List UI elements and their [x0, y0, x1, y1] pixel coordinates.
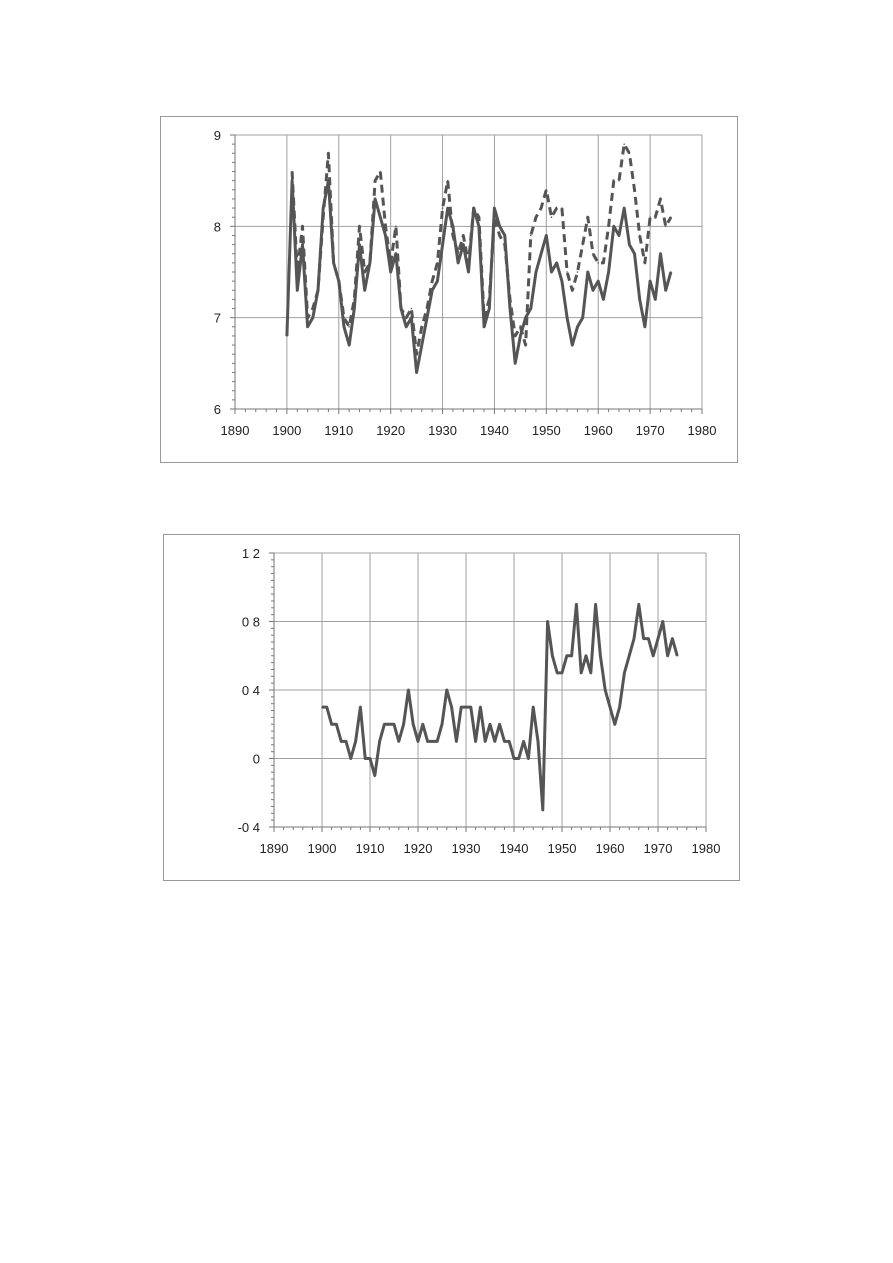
top-dashed-point-1951	[551, 216, 553, 218]
top-solid-point-1969	[644, 326, 646, 328]
bottom-solid-point-1946	[542, 809, 544, 811]
bottom-solid-point-1947	[547, 621, 549, 623]
top-solid-point-1903	[302, 244, 304, 246]
top-solid-point-1925	[416, 372, 418, 374]
top-dashed-point-1926	[421, 326, 423, 328]
bottom-solid-point-1919	[412, 723, 414, 725]
bottom-solid-point-1921	[422, 723, 424, 725]
top-solid-point-1900	[286, 335, 288, 337]
bottom-xtick-label-1890: 1890	[259, 841, 289, 856]
top-solid-point-1917	[374, 198, 376, 200]
bottom-solid-point-1900	[321, 706, 323, 708]
bottom-solid-point-1934	[484, 741, 486, 743]
top-dashed-point-1966	[629, 152, 631, 154]
top-solid-point-1918	[379, 216, 381, 218]
top-dashed-point-1919	[385, 226, 387, 228]
top-solid-point-1902	[296, 289, 298, 291]
top-solid-point-1967	[634, 253, 636, 255]
bottom-solid-point-1929	[460, 706, 462, 708]
bottom-xtick-label-1910: 1910	[355, 841, 385, 856]
top-dashed-point-1930	[442, 207, 444, 209]
bottom-solid-point-1941	[518, 758, 520, 760]
top-dashed-point-1956	[577, 271, 579, 273]
top-dashed-point-1902	[296, 271, 298, 273]
top-dashed-point-1904	[307, 317, 309, 319]
bottom-xtick-label-1970: 1970	[643, 841, 673, 856]
bottom-solid-point-1950	[561, 672, 563, 674]
top-dashed-point-1963	[613, 180, 615, 182]
top-dashed-point-1910	[338, 280, 340, 282]
top-dashed-point-1925	[416, 353, 418, 355]
top-dashed-point-1954	[566, 271, 568, 273]
top-xtick-label-1980: 1980	[687, 423, 717, 438]
bottom-solid-point-1973	[672, 638, 674, 640]
top-dashed-point-1907	[322, 216, 324, 218]
top-solid-point-1948	[535, 271, 537, 273]
top-solid-point-1935	[468, 271, 470, 273]
top-solid-point-1907	[322, 207, 324, 209]
top-dashed-point-1964	[618, 180, 620, 182]
top-solid-point-1904	[307, 326, 309, 328]
top-dashed-point-1953	[561, 207, 563, 209]
bottom-ytick-label-0: -0 4	[237, 820, 260, 835]
bottom-solid-point-1928	[456, 741, 458, 743]
top-solid-point-1933	[457, 262, 459, 264]
bottom-solid-point-1957	[595, 604, 597, 606]
top-solid-point-1974	[670, 271, 672, 273]
bottom-solid-point-1966	[638, 604, 640, 606]
bottom-solid-point-1948	[552, 655, 554, 657]
top-solid-point-1961	[603, 299, 605, 301]
top-dashed-point-1917	[374, 180, 376, 182]
bottom-xtick-label-1960: 1960	[595, 841, 625, 856]
bottom-solid-point-1922	[427, 741, 429, 743]
bottom-solid-point-1969	[652, 655, 654, 657]
top-solid-point-1947	[530, 308, 532, 310]
top-solid-point-1968	[639, 299, 641, 301]
bottom-ytick-label-3: 0 8	[241, 614, 260, 630]
top-dashed-point-1938	[483, 317, 485, 319]
top-dashed-point-1921	[395, 226, 397, 228]
bottom-solid-point-1949	[556, 672, 558, 674]
top-dashed-point-1927	[426, 308, 428, 310]
top-solid-point-1959	[592, 289, 594, 291]
top-solid-point-1970	[649, 280, 651, 282]
top-solid-point-1905	[312, 317, 314, 319]
bottom-solid-point-1939	[508, 741, 510, 743]
bottom-solid-point-1951	[566, 655, 568, 657]
top-solid-point-1957	[582, 317, 584, 319]
top-xtick-label-1890: 1890	[220, 423, 250, 438]
top-dashed-point-1903	[302, 226, 304, 228]
bottom-solid-point-1915	[393, 723, 395, 725]
top-dashed-point-1941	[499, 235, 501, 237]
top-solid-point-1923	[405, 326, 407, 328]
top-solid-point-1954	[566, 317, 568, 319]
top-ytick-label-2: 8	[213, 219, 221, 235]
bottom-solid-point-1943	[528, 758, 530, 760]
bottom-solid-point-1916	[398, 741, 400, 743]
top-ytick-label-0: 6	[213, 402, 221, 417]
bottom-solid-point-1945	[537, 741, 539, 743]
bottom-series-solid	[322, 604, 677, 810]
bottom-solid-point-1918	[408, 689, 410, 691]
top-dashed-point-1924	[411, 308, 413, 310]
bottom-xtick-label-1980: 1980	[691, 841, 721, 856]
top-dashed-point-1935	[468, 262, 470, 264]
top-solid-point-1901	[291, 180, 293, 182]
top-dashed-point-1901	[291, 171, 293, 173]
bottom-xtick-label-1930: 1930	[451, 841, 481, 856]
top-dashed-point-1949	[540, 207, 542, 209]
top-dashed-point-1936	[473, 207, 475, 209]
top-solid-point-1912	[348, 344, 350, 346]
bottom-solid-point-1905	[345, 741, 347, 743]
top-dashed-point-1973	[665, 226, 667, 228]
top-series-solid-points	[286, 180, 672, 373]
top-dashed-point-1952	[556, 207, 558, 209]
top-dashed-point-1934	[463, 235, 465, 237]
top-solid-point-1962	[608, 271, 610, 273]
top-ytick-label-3: 9	[213, 128, 221, 143]
top-solid-point-1941	[499, 226, 501, 228]
top-solid-point-1953	[561, 280, 563, 282]
top-dashed-point-1905	[312, 308, 314, 310]
top-dashed-point-1961	[603, 262, 605, 264]
top-solid-point-1956	[577, 326, 579, 328]
bottom-solid-point-1937	[499, 723, 501, 725]
bottom-ytick-label-4: 1 2	[241, 546, 260, 561]
top-dashed-point-1974	[670, 216, 672, 218]
bottom-minor-ticks	[269, 553, 706, 832]
top-dashed-point-1955	[571, 289, 573, 291]
top-solid-point-1926	[421, 344, 423, 346]
top-solid-point-1964	[618, 235, 620, 237]
top-dashed-point-1922	[400, 308, 402, 310]
bottom-gridlines	[274, 553, 706, 827]
top-dashed-point-1916	[369, 262, 371, 264]
top-xtick-label-1910: 1910	[324, 423, 354, 438]
bottom-solid-point-1932	[475, 741, 477, 743]
bottom-solid-point-1927	[451, 706, 453, 708]
bottom-ytick-label-1: 0	[252, 751, 260, 767]
bottom-solid-point-1908	[360, 706, 362, 708]
top-dashed-point-1913	[354, 299, 356, 301]
top-xtick-label-1930: 1930	[428, 423, 458, 438]
bottom-solid-point-1930	[465, 706, 467, 708]
top-dashed-point-1946	[525, 344, 527, 346]
bottom-solid-point-1968	[648, 638, 650, 640]
bottom-solid-point-1967	[643, 638, 645, 640]
bottom-solid-point-1933	[480, 706, 482, 708]
top-dashed-point-1957	[582, 244, 584, 246]
bottom-solid-point-1972	[667, 655, 669, 657]
top-solid-point-1972	[660, 253, 662, 255]
top-xtick-label-1940: 1940	[479, 423, 509, 438]
top-solid-point-1915	[364, 289, 366, 291]
top-solid-point-1934	[463, 244, 465, 246]
bottom-solid-point-1959	[604, 689, 606, 691]
top-solid-point-1949	[540, 253, 542, 255]
top-dashed-point-1908	[328, 152, 330, 154]
line-chart-bottom	[164, 535, 739, 880]
top-ytick-label-1: 7	[213, 310, 221, 326]
top-dashed-point-1906	[317, 289, 319, 291]
top-solid-point-1931	[447, 207, 449, 209]
bottom-solid-point-1965	[633, 638, 635, 640]
bottom-solid-point-1912	[379, 741, 381, 743]
bottom-solid-point-1958	[600, 655, 602, 657]
chart-panel-bottom	[163, 534, 740, 881]
top-solid-point-1960	[597, 280, 599, 282]
top-dashed-point-1909	[333, 262, 335, 264]
bottom-solid-point-1917	[403, 723, 405, 725]
top-dashed-point-1945	[520, 326, 522, 328]
bottom-xtick-label-1900: 1900	[307, 841, 337, 856]
bottom-solid-point-1914	[388, 723, 390, 725]
top-dashed-point-1972	[660, 198, 662, 200]
top-xtick-label-1950: 1950	[531, 423, 561, 438]
top-solid-point-1940	[494, 207, 496, 209]
bottom-solid-point-1942	[523, 741, 525, 743]
top-dashed-point-1918	[379, 171, 381, 173]
top-xtick-label-1920: 1920	[376, 423, 406, 438]
top-dashed-point-1942	[504, 244, 506, 246]
bottom-solid-point-1964	[628, 655, 630, 657]
top-solid-point-1965	[623, 207, 625, 209]
chart-panel-top	[160, 116, 738, 463]
bottom-solid-point-1902	[331, 723, 333, 725]
bottom-solid-point-1961	[614, 723, 616, 725]
top-dashed-point-1947	[530, 235, 532, 237]
bottom-solid-point-1920	[417, 741, 419, 743]
top-dashed-point-1914	[359, 226, 361, 228]
top-solid-point-1955	[571, 344, 573, 346]
top-solid-point-1911	[343, 326, 345, 328]
bottom-solid-point-1911	[374, 775, 376, 777]
top-dashed-point-1933	[457, 253, 459, 255]
top-dashed-point-1937	[478, 216, 480, 218]
bottom-xtick-label-1950: 1950	[547, 841, 577, 856]
bottom-solid-point-1954	[580, 672, 582, 674]
bottom-solid-point-1955	[585, 655, 587, 657]
bottom-solid-point-1903	[336, 723, 338, 725]
top-solid-point-1929	[437, 280, 439, 282]
bottom-solid-point-1910	[369, 758, 371, 760]
bottom-solid-point-1960	[609, 706, 611, 708]
line-chart-top	[161, 117, 737, 462]
top-solid-point-1919	[385, 235, 387, 237]
top-dashed-point-1920	[390, 262, 392, 264]
top-dashed-point-1960	[597, 262, 599, 264]
top-solid-point-1958	[587, 271, 589, 273]
bottom-solid-point-1926	[446, 689, 448, 691]
bottom-series-solid-points	[321, 604, 678, 811]
bottom-solid-point-1956	[590, 672, 592, 674]
top-dashed-point-1948	[535, 216, 537, 218]
top-solid-point-1973	[665, 289, 667, 291]
top-solid-point-1952	[556, 262, 558, 264]
top-dashed-point-1929	[437, 262, 439, 264]
top-solid-point-1963	[613, 226, 615, 228]
top-solid-point-1966	[629, 244, 631, 246]
top-dashed-point-1950	[546, 189, 548, 191]
top-dashed-point-1911	[343, 317, 345, 319]
top-dashed-point-1967	[634, 189, 636, 191]
bottom-solid-point-1940	[513, 758, 515, 760]
top-xtick-label-1970: 1970	[635, 423, 665, 438]
bottom-solid-point-1904	[340, 741, 342, 743]
bottom-solid-point-1906	[350, 758, 352, 760]
bottom-xtick-label-1920: 1920	[403, 841, 433, 856]
top-dashed-point-1932	[452, 235, 454, 237]
bottom-solid-point-1931	[470, 706, 472, 708]
top-xtick-label-1900: 1900	[272, 423, 302, 438]
top-solid-point-1939	[488, 308, 490, 310]
bottom-solid-point-1924	[436, 741, 438, 743]
top-dashed-point-1968	[639, 235, 641, 237]
top-dashed-point-1915	[364, 271, 366, 273]
top-dashed-point-1923	[405, 317, 407, 319]
bottom-solid-point-1970	[657, 638, 659, 640]
bottom-solid-point-1901	[326, 706, 328, 708]
top-series-solid	[287, 181, 671, 373]
bottom-solid-point-1925	[441, 723, 443, 725]
top-solid-point-1944	[514, 363, 516, 365]
top-solid-point-1971	[655, 299, 657, 301]
top-dashed-point-1958	[587, 216, 589, 218]
top-dashed-point-1971	[655, 216, 657, 218]
top-dashed-point-1912	[348, 326, 350, 328]
top-dashed-point-1939	[488, 299, 490, 301]
top-dashed-point-1943	[509, 299, 511, 301]
bottom-solid-point-1962	[619, 706, 621, 708]
bottom-solid-point-1936	[494, 741, 496, 743]
bottom-ytick-label-2: 0 4	[241, 683, 260, 698]
top-solid-point-1920	[390, 271, 392, 273]
top-solid-point-1930	[442, 244, 444, 246]
top-dashed-point-1962	[608, 226, 610, 228]
top-dashed-point-1965	[623, 143, 625, 145]
top-dashed-point-1969	[644, 262, 646, 264]
top-solid-point-1927	[426, 317, 428, 319]
bottom-solid-point-1974	[676, 655, 678, 657]
top-dashed-point-1940	[494, 216, 496, 218]
bottom-solid-point-1952	[571, 655, 573, 657]
top-solid-point-1942	[504, 235, 506, 237]
bottom-solid-point-1938	[504, 741, 506, 743]
bottom-solid-point-1971	[662, 621, 664, 623]
top-solid-point-1951	[551, 271, 553, 273]
top-dashed-point-1928	[431, 280, 433, 282]
bottom-solid-point-1907	[355, 741, 357, 743]
top-dashed-point-1959	[592, 253, 594, 255]
bottom-xtick-label-1940: 1940	[499, 841, 529, 856]
top-dashed-point-1944	[514, 335, 516, 337]
bottom-solid-point-1953	[576, 604, 578, 606]
bottom-solid-point-1944	[532, 706, 534, 708]
top-xtick-label-1960: 1960	[583, 423, 613, 438]
top-solid-point-1950	[546, 235, 548, 237]
bottom-solid-point-1923	[432, 741, 434, 743]
top-solid-point-1938	[483, 326, 485, 328]
top-solid-point-1945	[520, 335, 522, 337]
bottom-solid-point-1963	[624, 672, 626, 674]
bottom-solid-point-1909	[364, 758, 366, 760]
top-dashed-point-1931	[447, 180, 449, 182]
bottom-solid-point-1935	[489, 723, 491, 725]
bottom-solid-point-1913	[384, 723, 386, 725]
top-dashed-point-1970	[649, 216, 651, 218]
